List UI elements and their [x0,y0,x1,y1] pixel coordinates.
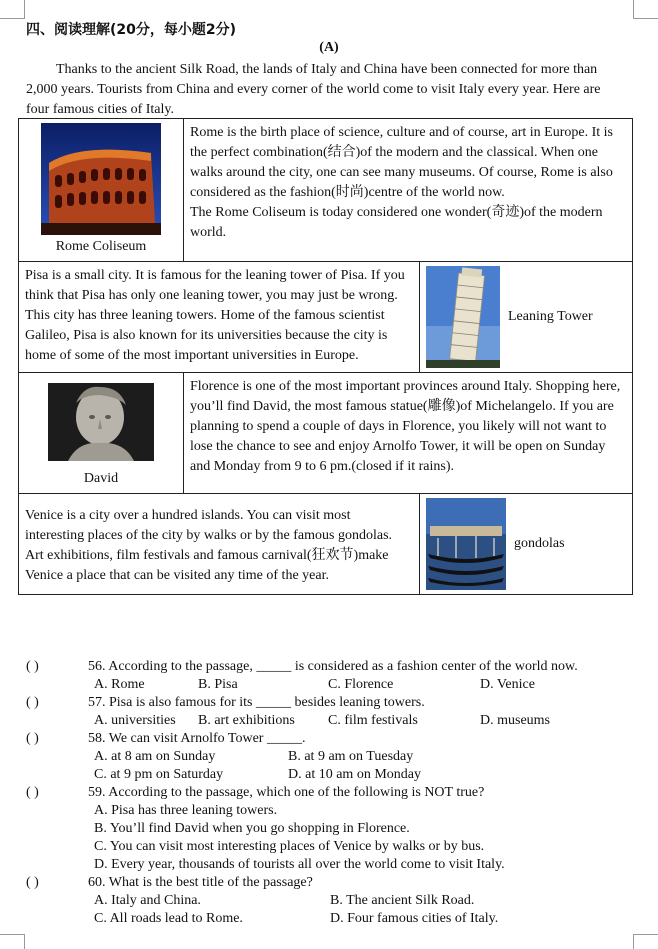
option-56-b: B. Pisa [198,677,238,692]
option-58-a: A. at 8 am on Sunday [94,749,216,764]
venice-caption: gondolas [514,536,565,551]
option-57-a: A. universities [94,713,176,728]
option-59-a: A. Pisa has three leaning towers. [94,803,278,818]
option-57-b: B. art exhibitions [198,713,295,728]
crop-mark-top-left [0,0,25,19]
florence-row [19,373,633,494]
venice-text-cell [19,494,420,595]
question-57 [26,694,646,712]
question-stem-59: 59. According to the passage, which one of the following is NOT true? [88,785,485,800]
intro-paragraph: Thanks to the ancient Silk Road, the lands of Italy and China have been connected for more than 2,000 years. Tourists from China and every corner of the world come to visit Italy every year. Here are four famous cities of Italy. [26,62,601,117]
pisa-image-cell [420,262,633,373]
rome-coliseum-image [41,123,161,235]
answer-blank-58[interactable]: ( ) [26,731,39,746]
option-59-c: C. You can visit most interesting places of Venice by walks or by bus. [94,839,485,854]
rome-text-2: The Rome Coliseum is today considered one wonder(奇迹)of the modern world. [190,205,603,240]
option-60-a: A. Italy and China. [94,893,201,908]
pisa-text-cell [19,262,420,373]
options-58-row1 [26,748,646,766]
venice-image-cell [420,494,633,595]
rome-caption: Rome Coliseum [55,239,147,254]
section-title: 四、阅读理解(20分，每小题2分) [26,22,237,38]
option-60-b: B. The ancient Silk Road. [330,893,475,908]
option-56-d: D. Venice [480,677,535,692]
answer-blank-57[interactable]: ( ) [26,695,39,710]
options-60-row1 [26,892,646,910]
rome-row [19,119,633,262]
option-56-a: A. Rome [94,677,145,692]
option-59-d: D. Every year, thousands of tourists all over the world come to visit Italy. [94,857,505,872]
crop-mark-bottom-right [633,934,658,949]
question-59 [26,784,646,802]
david-statue-image [48,383,154,461]
crop-mark-top-right [633,0,658,19]
venice-row [19,494,633,595]
florence-text: Florence is one of the most important provinces around Italy. Shopping here, you’ll find David, the most famous statue(雕像)of Michelangelo. If you are planning to spend a couple of days in Florence, you likely will not want to lose the chance to see and enjoy Arnolfo Tower, it will be open on Sunday and Monday from 9 to 6 pm.(closed if it rains). [190,379,621,474]
option-57-d: D. museums [480,713,550,728]
option-56-c: C. Florence [328,677,394,692]
options-58-row2 [26,766,646,784]
answer-blank-60[interactable]: ( ) [26,875,39,890]
venice-text: Venice is a city over a hundred islands. You can visit most interesting places of the city by walks or by the famous gondolas. Art exhibitions, film festivals and famous carnival(狂欢节)make Venice a place that can be visited any time of the year. [25,508,393,583]
rome-text-cell [184,119,633,262]
florence-caption: David [83,471,119,486]
option-60-d: D. Four famous cities of Italy. [330,911,499,926]
question-stem-58: 58. We can visit Arnolfo Tower _____. [88,731,306,746]
crop-mark-bottom-left [0,934,25,949]
options-60-row2 [26,910,646,928]
pisa-row [19,262,633,373]
part-label: (A) [319,40,339,55]
option-58-b: B. at 9 am on Tuesday [288,749,414,764]
question-56 [26,658,646,676]
option-60-c: C. All roads lead to Rome. [94,911,243,926]
answer-blank-59[interactable]: ( ) [26,785,39,800]
leaning-tower-image [426,266,500,368]
answer-blank-56[interactable]: ( ) [26,659,39,674]
pisa-text: Pisa is a small city. It is famous for the leaning tower of Pisa. If you think that Pisa has only one leaning tower, you may just be wrong. This city has three leaning towers. Home of the famous scientist Galileo, Pisa is also known for its universities because the city is home of some of the most important universities in Europe. [25,268,405,363]
question-stem-57: 57. Pisa is also famous for its _____ besides leaning towers. [88,695,425,710]
option-57-c: C. film festivals [328,713,418,728]
option-59-b: B. You’ll find David when you go shopping in Florence. [94,821,410,836]
gondolas-image [426,498,506,590]
options-56 [26,676,646,694]
rome-image-cell [19,119,184,262]
option-58-d: D. at 10 am on Monday [288,767,421,782]
pisa-caption: Leaning Tower [508,309,593,324]
question-stem-56: 56. According to the passage, _____ is considered as a fashion center of the world now. [88,659,578,674]
option-58-c: C. at 9 pm on Saturday [94,767,224,782]
cities-table [18,118,633,595]
questions-section [26,658,646,928]
options-57 [26,712,646,730]
question-60 [26,874,646,892]
florence-image-cell [19,373,184,494]
question-stem-60: 60. What is the best title of the passage? [88,875,313,890]
rome-text: Rome is the birth place of science, culture and of course, art in Europe. It is the perfect combination(结合)of the modern and the classical. When one walks around the city, one can see many museums. Of course, Rome is also considered as the fashion(时尚)centre of the world now. [190,125,613,200]
florence-text-cell [184,373,633,494]
question-58 [26,730,646,748]
